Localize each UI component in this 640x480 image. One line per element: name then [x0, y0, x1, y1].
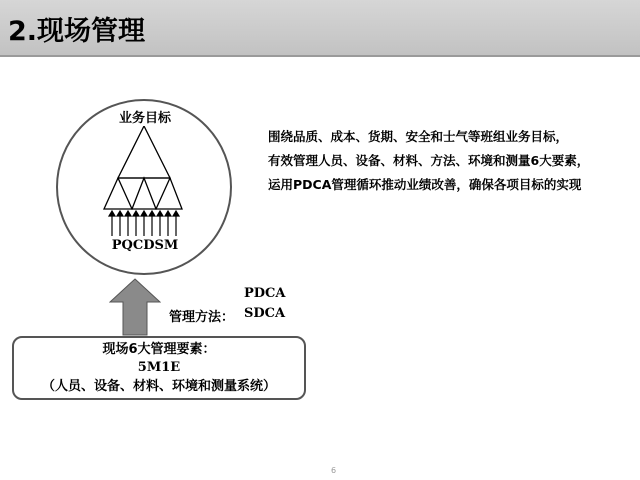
description-text — [268, 125, 634, 197]
pyramid-diagram — [98, 126, 190, 236]
title-bar — [0, 0, 640, 57]
method-sdca: SDCA — [244, 306, 286, 321]
elements-heading: 现场6大管理要素： — [102, 342, 216, 357]
support-arrows — [109, 211, 179, 236]
six-elements-box — [12, 336, 306, 400]
circle-top-label: 业务目标 — [118, 111, 171, 126]
method-label: 管理方法： — [169, 310, 235, 325]
description-line: 有效管理人员、设备、材料、方法、环境和测量6大要素， — [268, 153, 590, 168]
pyramid-center-triangle — [132, 178, 156, 209]
elements-list: （人员、设备、材料、环境和测量系统） — [41, 379, 276, 394]
pyramid-right-triangle — [156, 178, 182, 209]
big-up-arrow — [109, 278, 161, 336]
circle-bottom-label: PQCDSM — [111, 238, 179, 253]
pyramid-left-triangle — [104, 178, 132, 209]
page-title: 2.现场管理 — [8, 16, 146, 47]
method-pdca: PDCA — [244, 286, 286, 301]
page-number: 6 — [331, 466, 337, 475]
elements-code: 5M1E — [137, 360, 181, 375]
pyramid-top-triangle — [118, 126, 170, 178]
description-line: 围绕品质、成本、货期、安全和士气等班组业务目标， — [268, 129, 569, 144]
description-line: 运用PDCA管理循环推动业绩改善，确保各项目标的实现 — [268, 177, 582, 192]
